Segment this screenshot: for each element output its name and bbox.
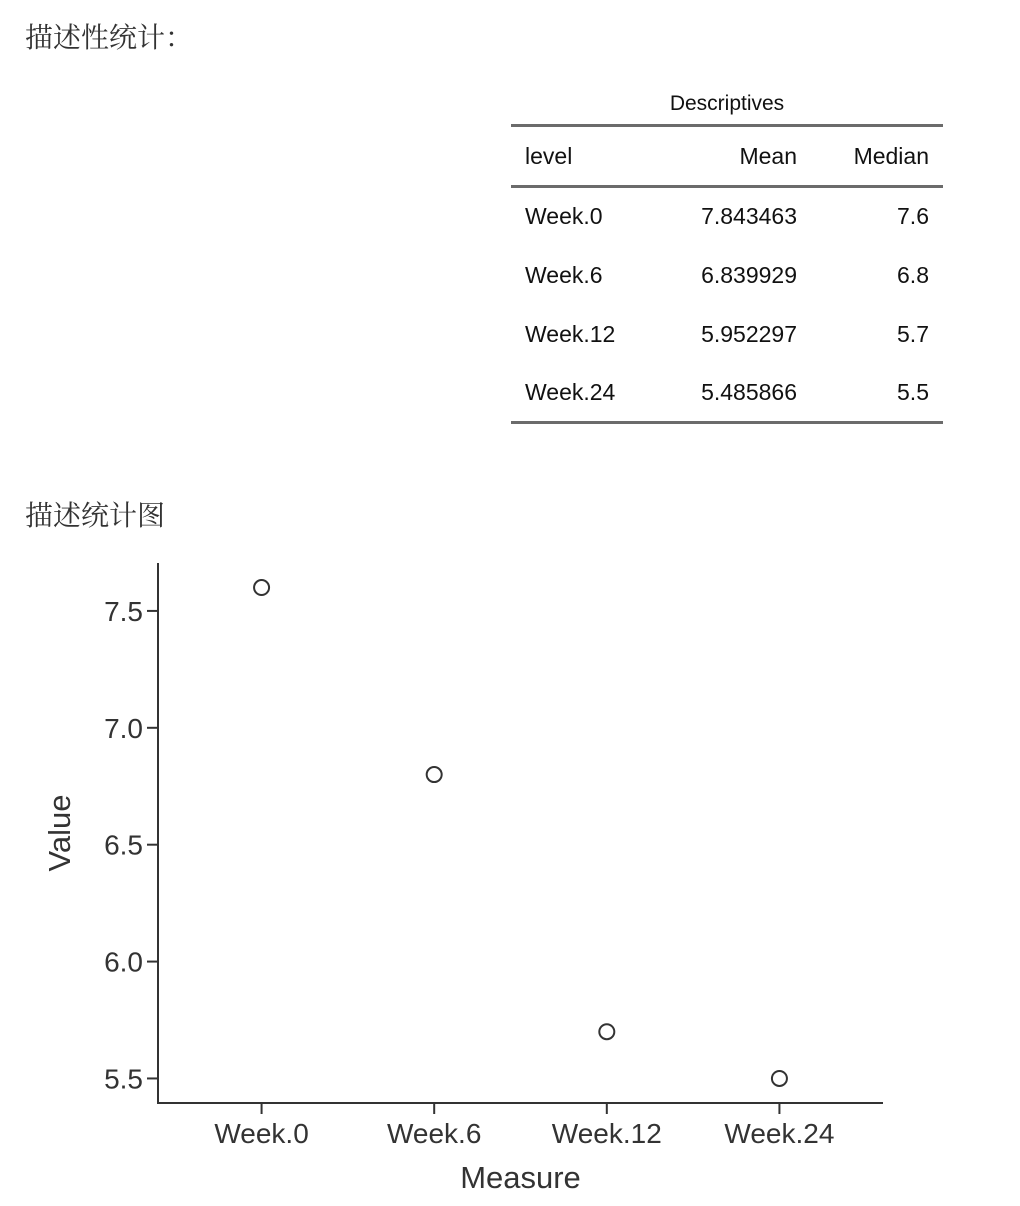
mean-cell: 5.952297: [701, 320, 797, 347]
y-tick-label: 7.5: [104, 595, 143, 627]
mean-cell: 7.843463: [701, 203, 797, 230]
table-grid: [511, 124, 943, 424]
x-tick-label: Week.24: [724, 1118, 835, 1149]
level-cell: Week.0: [525, 203, 603, 230]
median-cell: 5.5: [897, 378, 929, 405]
y-tick-label: 6.0: [104, 946, 143, 978]
x-tick-label: Week.6: [386, 1118, 482, 1149]
table-title: Descriptives: [669, 92, 785, 115]
y-tick-label: 7.0: [104, 712, 143, 744]
data-point: [599, 1024, 614, 1039]
x-axis-title: Measure: [460, 1160, 581, 1195]
table-row: [511, 187, 943, 246]
median-cell: 5.7: [897, 320, 929, 347]
data-point: [427, 767, 442, 782]
mean-cell: 6.839929: [701, 261, 797, 288]
mean-cell: 5.485866: [701, 378, 797, 405]
data-point: [772, 1071, 787, 1086]
col-header-level: level: [525, 142, 573, 169]
col-header-mean: Mean: [739, 142, 797, 169]
plot-heading: 描述统计图: [25, 500, 166, 531]
descriptives-table: [511, 84, 943, 424]
median-cell: 7.6: [897, 203, 929, 230]
level-cell: Week.6: [525, 261, 603, 288]
col-header-median: Median: [853, 142, 929, 169]
table-header-row: [511, 126, 943, 187]
descriptives-heading: 描述性统计：: [25, 22, 194, 53]
table-row: [511, 364, 943, 423]
y-axis-title: Value: [42, 794, 77, 872]
median-cell: 6.8: [897, 261, 929, 288]
data-point: [254, 580, 269, 595]
table-row: [511, 246, 943, 305]
y-tick-label: 6.5: [104, 829, 143, 861]
table-row: [511, 305, 943, 364]
level-cell: Week.24: [525, 378, 616, 405]
x-tick-label: Week.12: [551, 1118, 662, 1149]
descriptives-plot: [0, 540, 1020, 1206]
y-tick-label: 5.5: [104, 1063, 143, 1095]
level-cell: Week.12: [525, 320, 616, 347]
x-tick-label: Week.0: [214, 1118, 309, 1149]
